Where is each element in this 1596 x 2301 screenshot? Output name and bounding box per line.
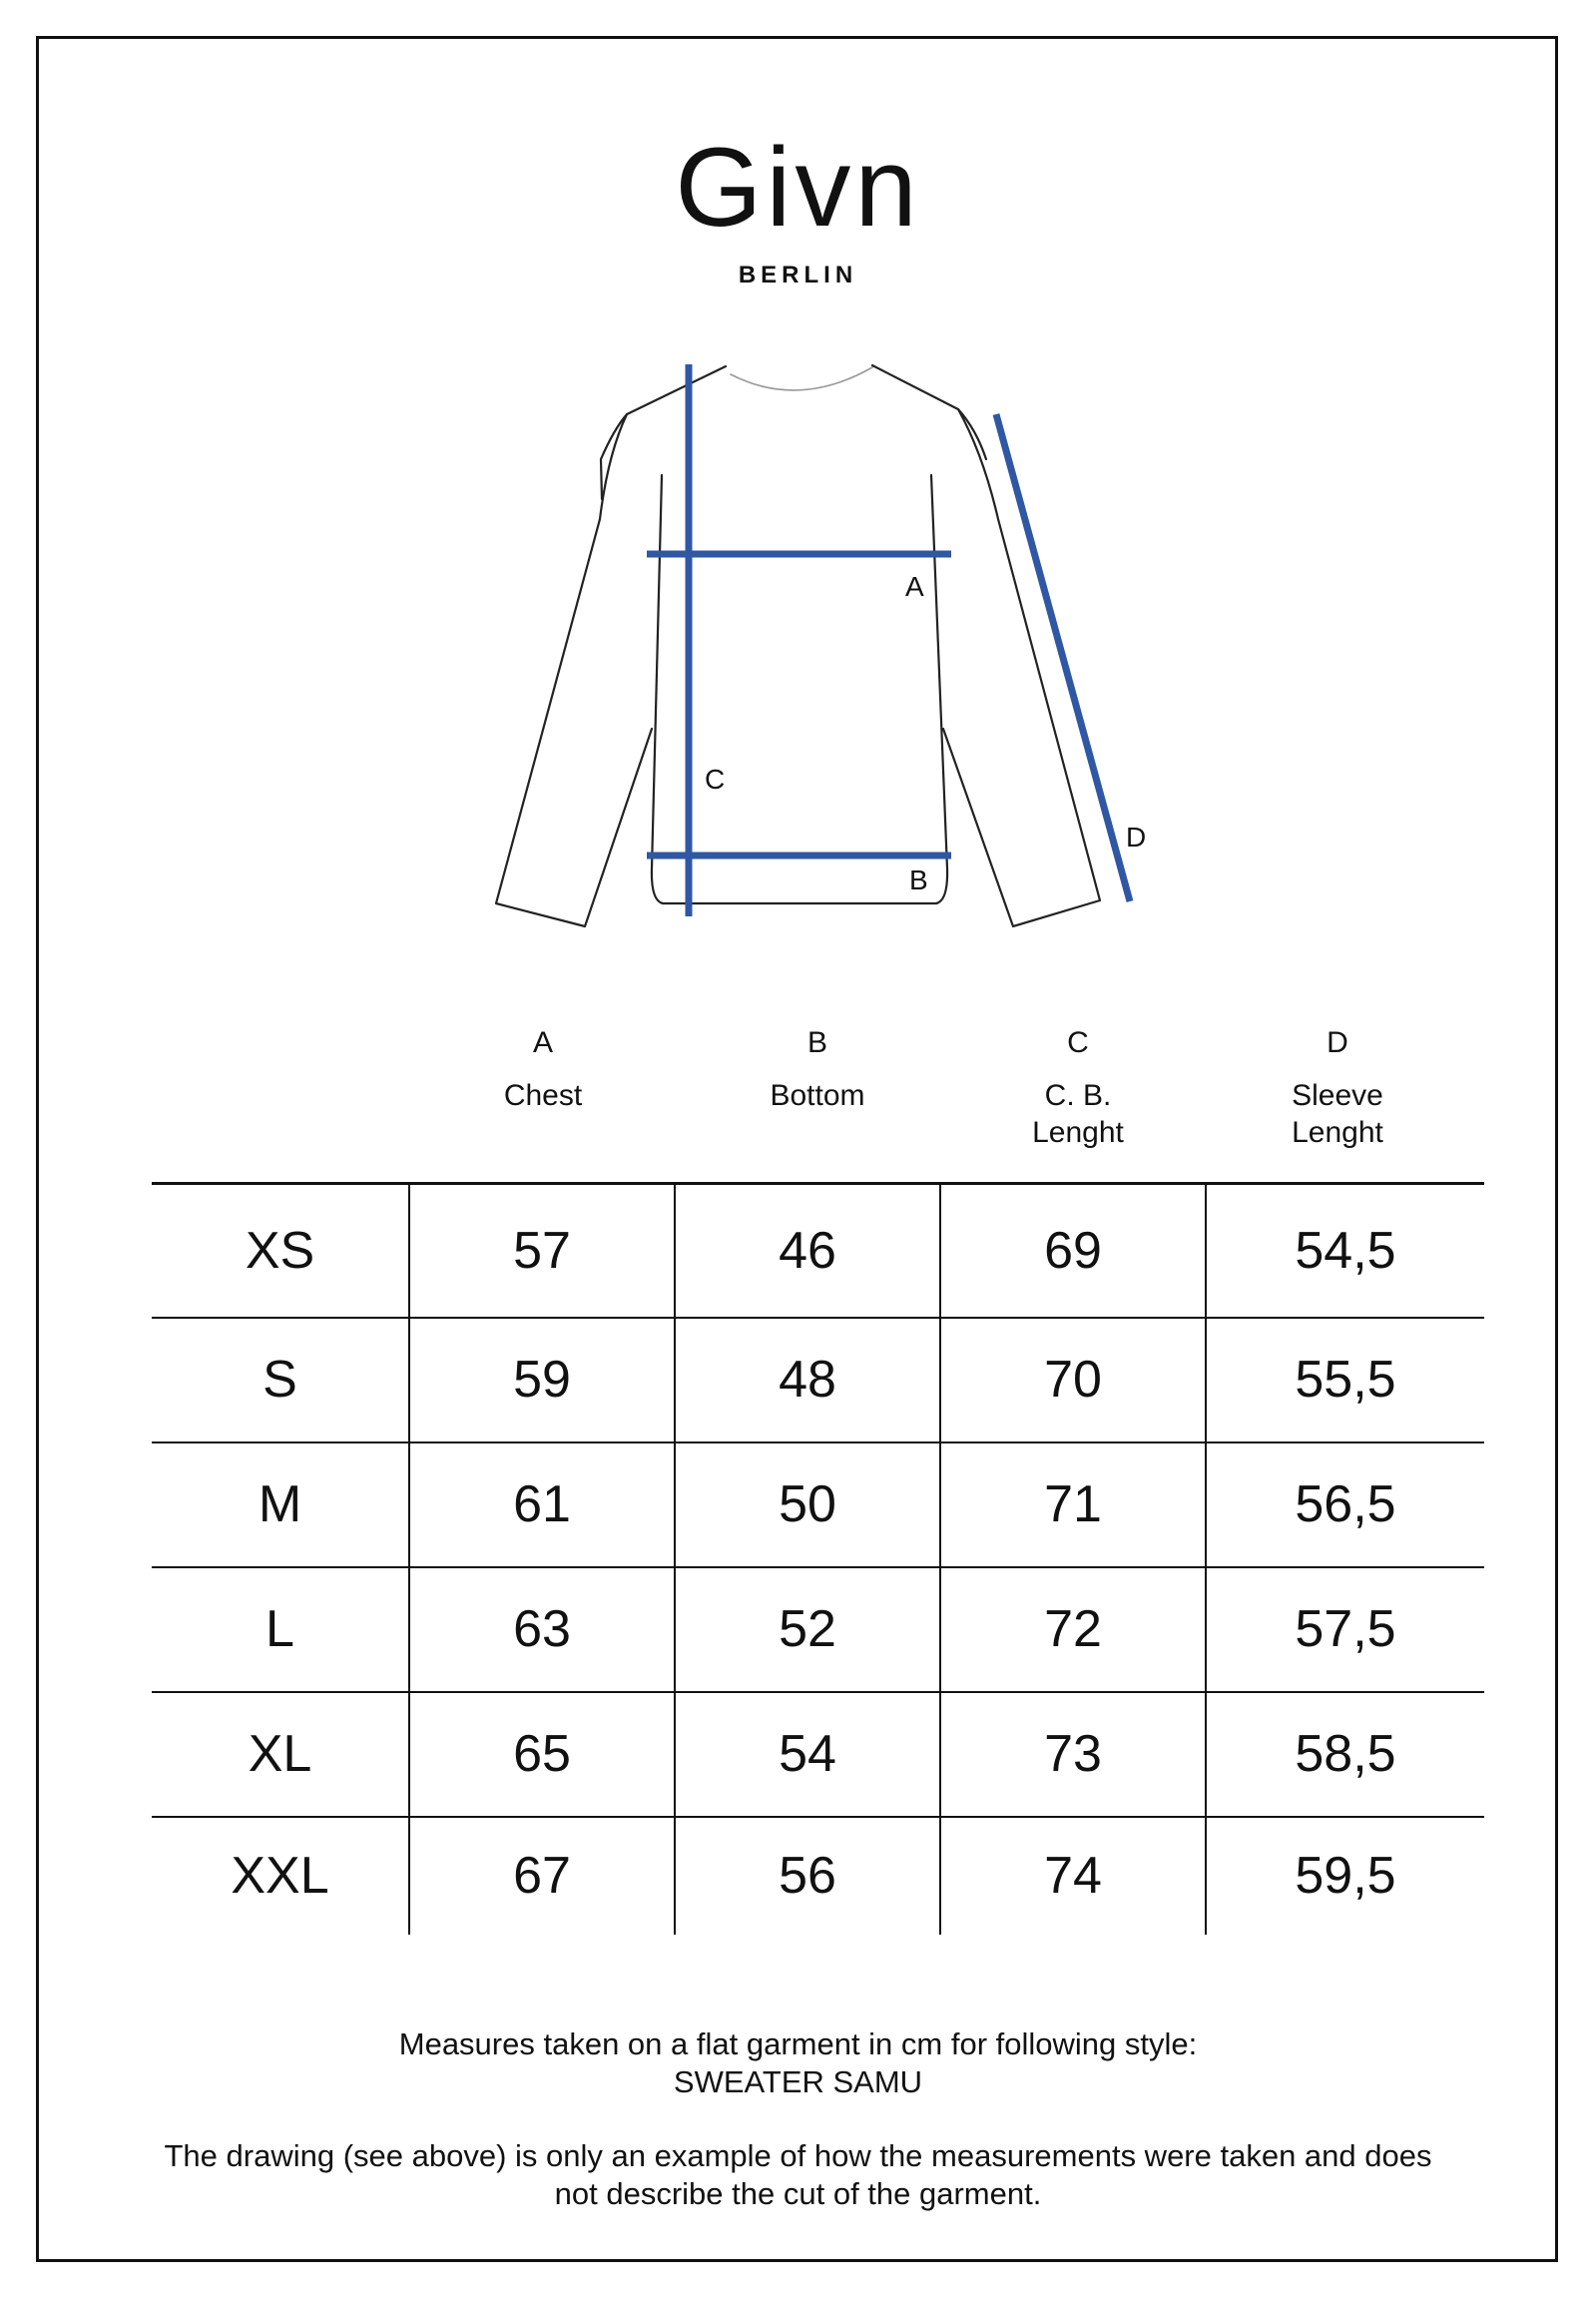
value-cell: 59 [409,1318,675,1442]
label-a: A [905,571,924,602]
value-cell: 46 [675,1184,940,1318]
size-table [152,1182,1484,1935]
table-row [152,1318,1484,1442]
value-cell: 72 [940,1567,1206,1692]
table-row [152,1442,1484,1567]
value-cell: 52 [675,1567,940,1692]
value-cell: 54,5 [1206,1184,1484,1318]
column-name: Bottom [770,1079,865,1112]
label-d: D [1126,822,1147,853]
disclaimer-line-1: The drawing (see above) is only an example of how the measurements were taken and does [164,2138,1432,2173]
value-cell: 58,5 [1206,1692,1484,1817]
size-cell: S [152,1318,409,1442]
column-name: Sleeve Lenght [1292,1079,1383,1149]
right-shoulder [872,365,986,459]
measure-line-d [996,414,1130,901]
size-cell: L [152,1567,409,1692]
style-name: SWEATER SAMU [673,2064,923,2099]
size-cell: XL [152,1692,409,1817]
disclaimer-line-2: not describe the cut of the garment. [554,2176,1042,2211]
label-c: C [705,764,726,795]
brand-logo: Givn [675,125,921,250]
table-row [152,1184,1484,1318]
neckline [731,367,872,390]
table-row [152,1692,1484,1817]
value-cell: 69 [940,1184,1206,1318]
value-cell: 54 [675,1692,940,1817]
measure-note: Measures taken on a flat garment in cm for following style: [398,2026,1198,2061]
value-cell: 56,5 [1206,1442,1484,1567]
size-cell: M [152,1442,409,1567]
value-cell: 74 [940,1817,1206,1935]
value-cell: 71 [940,1442,1206,1567]
table-row [152,1817,1484,1935]
size-cell: XXL [152,1817,409,1935]
column-header-a [443,1024,643,1114]
value-cell: 63 [409,1567,675,1692]
value-cell: 55,5 [1206,1318,1484,1442]
column-letter: B [806,1026,827,1059]
label-b: B [909,864,928,895]
brand-city: BERLIN [738,262,858,288]
value-cell: 59,5 [1206,1817,1484,1935]
column-header-d [1258,1024,1417,1151]
column-header-b [718,1024,917,1114]
table-row [152,1567,1484,1692]
column-letter: C [1067,1026,1089,1059]
size-cell: XS [152,1184,409,1318]
value-cell: 50 [675,1442,940,1567]
body-sides [652,475,947,903]
column-name: Chest [503,1079,583,1112]
garment-diagram [0,0,1596,978]
column-letter: A [532,1026,553,1059]
value-cell: 70 [940,1318,1206,1442]
measurement-lines [647,364,1130,916]
value-cell: 48 [675,1318,940,1442]
value-cell: 67 [409,1817,675,1935]
value-cell: 65 [409,1692,675,1817]
value-cell: 73 [940,1692,1206,1817]
column-letter: D [1327,1026,1348,1059]
value-cell: 61 [409,1442,675,1567]
value-cell: 56 [675,1817,940,1935]
column-name: C. B. Lenght [1032,1079,1124,1149]
column-header-c [998,1024,1158,1151]
value-cell: 57 [409,1184,675,1318]
right-sleeve [943,409,1100,926]
value-cell: 57,5 [1206,1567,1484,1692]
left-sleeve [496,414,652,926]
